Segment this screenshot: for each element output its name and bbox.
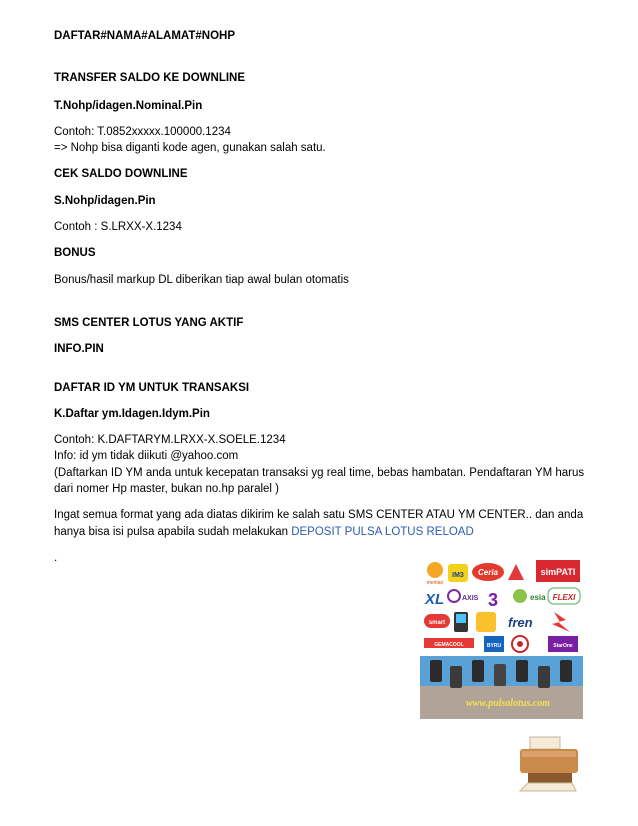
axis-label: AXIS (462, 595, 479, 602)
byru-label: BYRU (486, 643, 502, 649)
flexi-label: FLEXI (552, 593, 576, 602)
fren-logo (508, 615, 533, 630)
simpati-label: simPATI (540, 567, 576, 577)
ym-format: K.Daftar ym.Idagen.Idym.Pin (54, 408, 210, 420)
ym-example: Contoh: K.DAFTARYM.LRXX-X.SOELE.1234 (54, 434, 286, 446)
dot-paragraph: . (54, 552, 58, 564)
gemacool-logo (424, 638, 474, 648)
yellow-brand-logo (476, 612, 496, 632)
gemacool-label: GEMACOOL (434, 642, 464, 648)
im3-logo (448, 564, 468, 582)
cek-title: CEK SALDO DOWNLINE (54, 168, 188, 180)
info-pin: INFO.PIN (54, 343, 104, 355)
bonus-text: Bonus/hasil markup DL diberikan tiap awal bulan otomatis (54, 274, 349, 286)
ym-title: DAFTAR ID YM UNTUK TRANSAKSI (54, 382, 250, 394)
three-label: 3 (488, 590, 499, 610)
mentari-label: mentari (426, 580, 444, 586)
im3-label: IM3 (452, 572, 464, 579)
closing-line2-text: hanya bisa isi pulsa apabila sudah melakukan (54, 526, 292, 538)
operator-logo-collage (420, 556, 583, 719)
watermark-text: www.pulsalotus.com (465, 698, 551, 709)
phone-logo (454, 612, 468, 632)
bonus-title: BONUS (54, 247, 96, 259)
ceria-label: Ceria (477, 568, 499, 577)
ceria-logo (472, 563, 504, 581)
three-logo (488, 590, 498, 610)
starone-label: StarOne (553, 643, 573, 649)
smart-logo (424, 614, 450, 628)
transfer-format: T.Nohp/idagen.Nominal.Pin (54, 100, 203, 112)
flexi-logo (548, 588, 580, 604)
printer-image (514, 735, 586, 793)
mentari-logo (427, 562, 444, 586)
cek-example: Contoh : S.LRXX-X.1234 (54, 221, 182, 233)
simpati-logo (536, 560, 580, 582)
ym-note-line1: (Daftarkan ID YM anda untuk kecepatan transaksi yg real time, bebas hambatan. Pendaftaran YM harus (54, 467, 585, 479)
starone-logo (548, 636, 578, 652)
ym-note-line2: dari nomer Hp master, bukan no.hp paralel ) (54, 483, 280, 495)
byru-logo (484, 636, 504, 652)
closing-line1: Ingat semua format yang ada diatas dikirim ke salah satu SMS CENTER ATAU YM CENTER.. dan anda (54, 509, 584, 521)
xl-logo (424, 591, 444, 608)
xl-label: XL (425, 591, 445, 608)
sms-center-title: SMS CENTER LOTUS YANG AKTIF (54, 317, 244, 329)
target-logo (512, 636, 528, 652)
daftar-heading: DAFTAR#NAMA#ALAMAT#NOHP (54, 30, 236, 42)
deposit-link[interactable]: DEPOSIT PULSA LOTUS RELOAD (291, 526, 474, 538)
transfer-example: Contoh: T.0852xxxxx.100000.1234 (54, 126, 231, 138)
closing-line2 (54, 524, 474, 540)
hands-phones-photo (420, 656, 583, 719)
esia-label: esia (530, 593, 546, 602)
fren-label: fren (508, 615, 533, 630)
transfer-title: TRANSFER SALDO KE DOWNLINE (54, 72, 246, 84)
transfer-note: => Nohp bisa diganti kode agen, gunakan salah satu. (54, 142, 326, 154)
ym-info: Info: id ym tidak diikuti @yahoo.com (54, 450, 239, 462)
smart-label: smart (428, 620, 446, 626)
cek-format: S.Nohp/idagen.Pin (54, 195, 156, 207)
